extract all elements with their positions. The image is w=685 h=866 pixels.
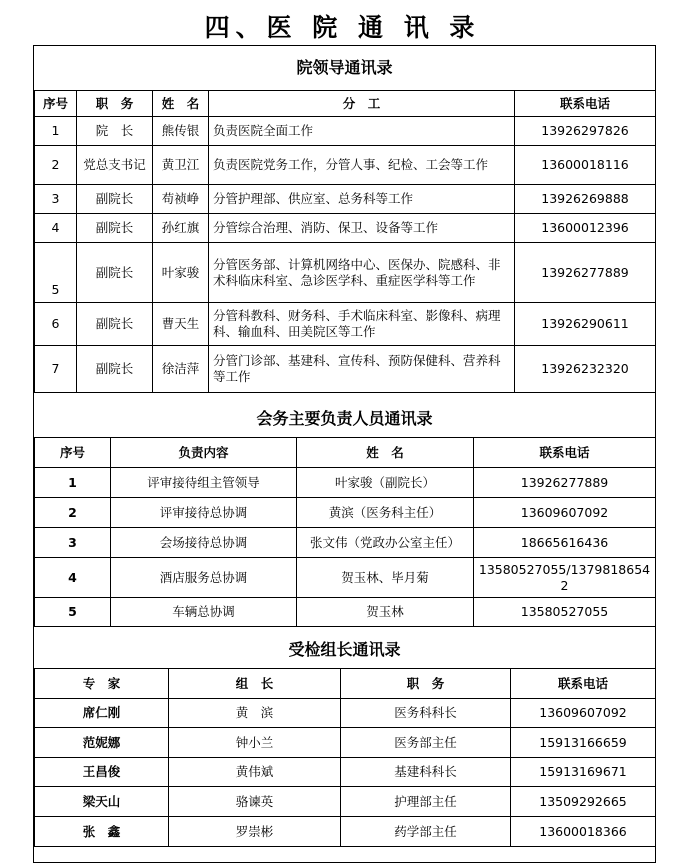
row-no: 7: [35, 346, 77, 393]
header-no: 序号: [35, 91, 77, 117]
row-phone: 13926297826: [515, 117, 656, 146]
row-leader: 黄 滨: [169, 699, 341, 728]
row-name: 叶家骏（副院长）: [297, 468, 474, 498]
row-post: 副院长: [77, 346, 153, 393]
row-phone: 13509292665: [511, 787, 656, 817]
table-row: [35, 214, 656, 243]
header-phone: 联系电话: [474, 438, 656, 468]
row-duty: 分管医务部、计算机网络中心、医保办、院感科、非术科临床科室、急诊医学科、重症医学科等工作: [209, 243, 515, 303]
table-header-row: [35, 438, 656, 468]
row-content: 会场接待总协调: [111, 528, 297, 558]
row-post: 医务部主任: [341, 728, 511, 758]
row-no: 3: [35, 528, 111, 558]
conference-table: [34, 437, 656, 627]
row-name: 贺玉林、毕月菊: [297, 558, 474, 598]
row-content: 评审接待总协调: [111, 498, 297, 528]
row-phone: 13926277889: [515, 243, 656, 303]
row-no: 5: [35, 598, 111, 627]
row-no: 4: [35, 214, 77, 243]
header-no: 序号: [35, 438, 111, 468]
row-no: 2: [35, 498, 111, 528]
row-name: 张文伟（党政办公室主任）: [297, 528, 474, 558]
section-title-leadership: 院领导通讯录: [296, 58, 393, 77]
row-name: 黄滨（医务科主任）: [297, 498, 474, 528]
header-name: 姓 名: [297, 438, 474, 468]
row-name: 贺玉林: [297, 598, 474, 627]
row-duty: 负责医院党务工作，分管人事、纪检、工会等工作: [209, 146, 515, 185]
row-post: 护理部主任: [341, 787, 511, 817]
row-duty: 分管护理部、供应室、总务科等工作: [209, 185, 515, 214]
leadership-table: [34, 90, 656, 393]
row-phone: 13580527055/13798186542: [474, 558, 656, 598]
row-no: 1: [35, 468, 111, 498]
table-row: [35, 817, 656, 847]
row-name: 孙红旗: [153, 214, 209, 243]
row-expert: 范妮娜: [35, 728, 169, 758]
row-post: 副院长: [77, 185, 153, 214]
table-row: [35, 728, 656, 758]
row-expert: 张 鑫: [35, 817, 169, 847]
header-content: 负责内容: [111, 438, 297, 468]
header-duty: 分 工: [209, 91, 515, 117]
group-leaders-table: [34, 668, 656, 847]
row-duty: 负责医院全面工作: [209, 117, 515, 146]
row-phone: 13600018116: [515, 146, 656, 185]
row-no: 5: [35, 243, 77, 303]
row-name: 黄卫江: [153, 146, 209, 185]
row-content: 酒店服务总协调: [111, 558, 297, 598]
row-post: 医务科科长: [341, 699, 511, 728]
row-phone: 15913169671: [511, 758, 656, 787]
row-post: 党总支书记: [77, 146, 153, 185]
row-duty: 分管综合治理、消防、保卫、设备等工作: [209, 214, 515, 243]
row-post: 副院长: [77, 243, 153, 303]
header-leader: 组 长: [169, 669, 341, 699]
row-name: 曹天生: [153, 303, 209, 346]
row-name: 苟祯峥: [153, 185, 209, 214]
table-header-row: [35, 91, 656, 117]
table-row: [35, 558, 656, 598]
row-phone: 13926232320: [515, 346, 656, 393]
document-title: 四、医 院 通 讯 录: [204, 13, 481, 42]
row-leader: 罗崇彬: [169, 817, 341, 847]
directory-frame: [33, 45, 656, 863]
row-duty: 分管科教科、财务科、手术临床科室、影像科、病理科、输血科、田美院区等工作: [209, 303, 515, 346]
row-phone: 13609607092: [474, 498, 656, 528]
row-leader: 钟小兰: [169, 728, 341, 758]
row-leader: 黄伟斌: [169, 758, 341, 787]
row-expert: 席仁刚: [35, 699, 169, 728]
row-leader: 骆谏英: [169, 787, 341, 817]
header-name: 姓 名: [153, 91, 209, 117]
header-phone: 联系电话: [511, 669, 656, 699]
table-row: [35, 468, 656, 498]
row-phone: 13600018366: [511, 817, 656, 847]
row-phone: 13926269888: [515, 185, 656, 214]
table-row: [35, 303, 656, 346]
header-post: 职 务: [77, 91, 153, 117]
row-post: 药学部主任: [341, 817, 511, 847]
row-phone: 13600012396: [515, 214, 656, 243]
row-no: 6: [35, 303, 77, 346]
row-phone: 13926290611: [515, 303, 656, 346]
table-row: [35, 598, 656, 627]
row-no: 2: [35, 146, 77, 185]
row-post: 基建科科长: [341, 758, 511, 787]
table-row: [35, 528, 656, 558]
table-row: [35, 498, 656, 528]
row-no: 3: [35, 185, 77, 214]
header-post: 职 务: [341, 669, 511, 699]
row-content: 车辆总协调: [111, 598, 297, 627]
table-row: [35, 117, 656, 146]
table-row: [35, 146, 656, 185]
row-post: 副院长: [77, 303, 153, 346]
table-row: [35, 787, 656, 817]
row-phone: 15913166659: [511, 728, 656, 758]
row-name: 徐洁萍: [153, 346, 209, 393]
row-no: 4: [35, 558, 111, 598]
header-phone: 联系电话: [515, 91, 656, 117]
section-title-group-leaders: 受检组长通讯录: [288, 640, 401, 659]
row-expert: 梁天山: [35, 787, 169, 817]
row-phone: 13580527055: [474, 598, 656, 627]
table-row: [35, 346, 656, 393]
row-content: 评审接待组主管领导: [111, 468, 297, 498]
row-phone: 13926277889: [474, 468, 656, 498]
row-phone: 13609607092: [511, 699, 656, 728]
row-post: 副院长: [77, 214, 153, 243]
table-row: [35, 758, 656, 787]
row-duty: 分管门诊部、基建科、宣传科、预防保健科、营养科等工作: [209, 346, 515, 393]
row-no: 1: [35, 117, 77, 146]
section-title-conference: 会务主要负责人员通讯录: [256, 409, 433, 428]
table-row: [35, 699, 656, 728]
row-expert: 王昌俊: [35, 758, 169, 787]
header-expert: 专 家: [35, 669, 169, 699]
row-phone: 18665616436: [474, 528, 656, 558]
row-name: 熊传银: [153, 117, 209, 146]
row-post: 院 长: [77, 117, 153, 146]
table-header-row: [35, 669, 656, 699]
table-row: [35, 243, 656, 303]
table-row: [35, 185, 656, 214]
row-name: 叶家骏: [153, 243, 209, 303]
